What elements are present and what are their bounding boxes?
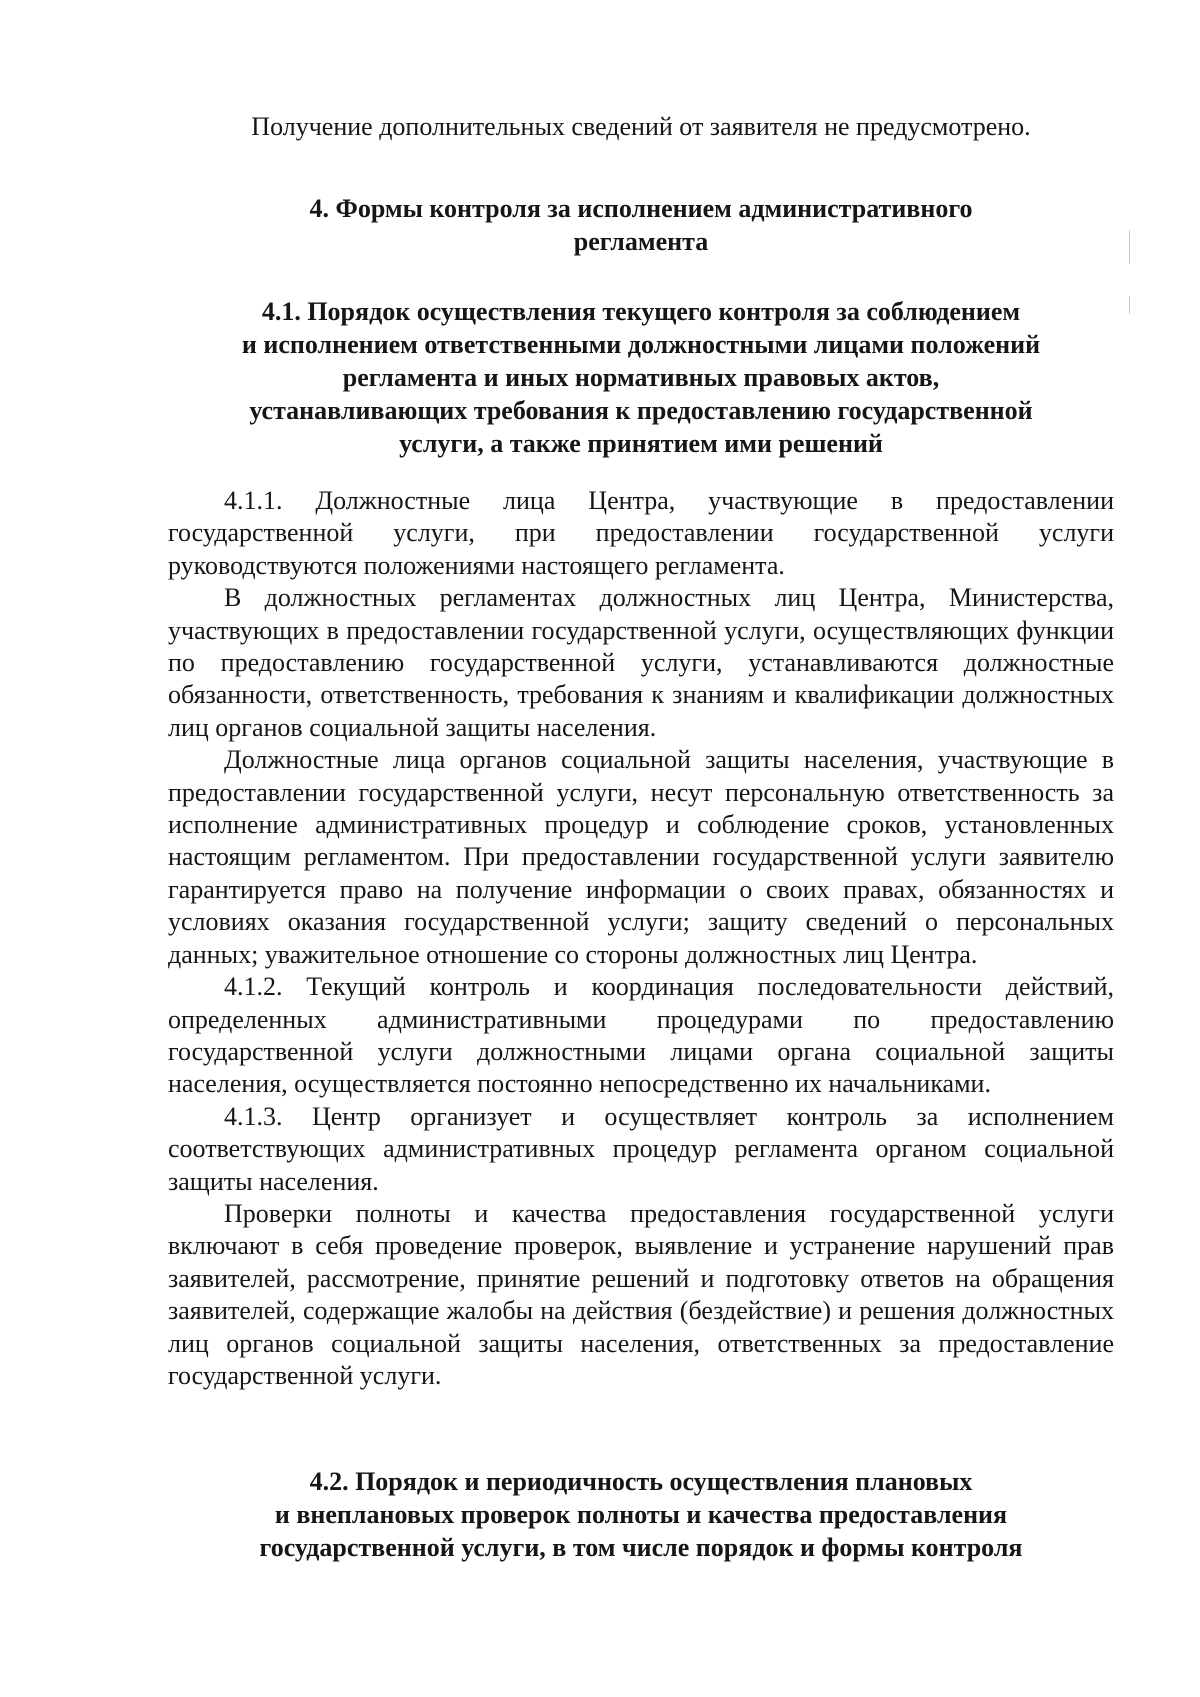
- paragraph-job-regulations: В должностных регламентах должностных лиц Центра, Министерства, участвующих в предоставлении государственной услуги, осуществляющих функции по предоставлению государственной услуги, устанавливаются должностные обязанности, ответственность, требования к знаниям и квалификации должностных лиц органов социальной защиты населения.: [168, 583, 1114, 742]
- paragraph-4-1-2: 4.1.2. Текущий контроль и координация последовательности действий, определенных административными процедурами по предоставлению государственной услуги должностными лицами органа социальной защиты населения, осуществляется постоянно непосредственно их начальниками.: [168, 972, 1114, 1099]
- section-4-2-title: [168, 1465, 1114, 1564]
- intro-line: Получение дополнительных сведений от заявителя не предусмотрено.: [251, 112, 1031, 141]
- section-4-1-title-line: услуги, а также принятием ими решений: [399, 429, 883, 458]
- scan-artifact: [1129, 230, 1130, 264]
- section-4-title-line: 4. Формы контроля за исполнением административного: [309, 194, 973, 223]
- section-4-1-heading: [168, 295, 1114, 460]
- section-4-1-title-line: устанавливающих требования к предоставлению государственной: [249, 396, 1033, 425]
- section-4-heading: [168, 192, 1114, 258]
- section-4-1-title-line: 4.1. Порядок осуществления текущего контроля за соблюдением: [261, 297, 1021, 326]
- section-4-1-title-line: и исполнением ответственными должностными лицами положений: [241, 330, 1041, 359]
- section-4-title-line: регламента: [573, 227, 709, 256]
- section-4-title: [168, 192, 1114, 258]
- section-4-2-heading: [168, 1465, 1114, 1564]
- scan-artifact: [1129, 296, 1130, 314]
- intro-block: [168, 111, 1114, 143]
- paragraph-inspections: Проверки полноты и качества предоставления государственной услуги включают в себя проведение проверок, выявление и устранение нарушений прав заявителей, рассмотрение, принятие решений и подготовку ответов на обращения заявителей, содержащие жалобы на действия (бездействие) и решения должностных лиц органов социальной защиты населения, ответственных за предоставление государственной услуги.: [168, 1198, 1114, 1390]
- paragraph-personal-responsibility: Должностные лица органов социальной защиты населения, участвующие в предоставлении государственной услуги, несут персональную ответственность за исполнение административных процедур и соблюдение сроков, установленных настоящим регламентом. При предоставлении государственной услуги заявителю гарантируется право на получение информации о своих правах, обязанностях и условиях оказания государственной услуги; защиту сведений о персональных данных; уважительное отношение со стороны должностных лиц Центра.: [168, 745, 1114, 969]
- section-4-2-title-line: государственной услуги, в том числе порядок и формы контроля: [259, 1533, 1023, 1562]
- section-4-2-title-line: и внеплановых проверок полноты и качества предоставления: [274, 1500, 1008, 1529]
- section-4-1-title: [168, 295, 1114, 460]
- paragraph-4-1-1: 4.1.1. Должностные лица Центра, участвующие в предоставлении государственной услуги, при предоставлении государственной услуги руководствуются положениями настоящего регламента.: [168, 486, 1114, 580]
- section-4-1-body: [168, 485, 1114, 1392]
- paragraph-4-1-3: 4.1.3. Центр организует и осуществляет контроль за исполнением соответствующих административных процедур регламента органом социальной защиты населения.: [168, 1101, 1114, 1196]
- section-4-1-title-line: регламента и иных нормативных правовых актов,: [342, 363, 940, 392]
- section-4-2-title-line: 4.2. Порядок и периодичность осуществления плановых: [309, 1467, 973, 1496]
